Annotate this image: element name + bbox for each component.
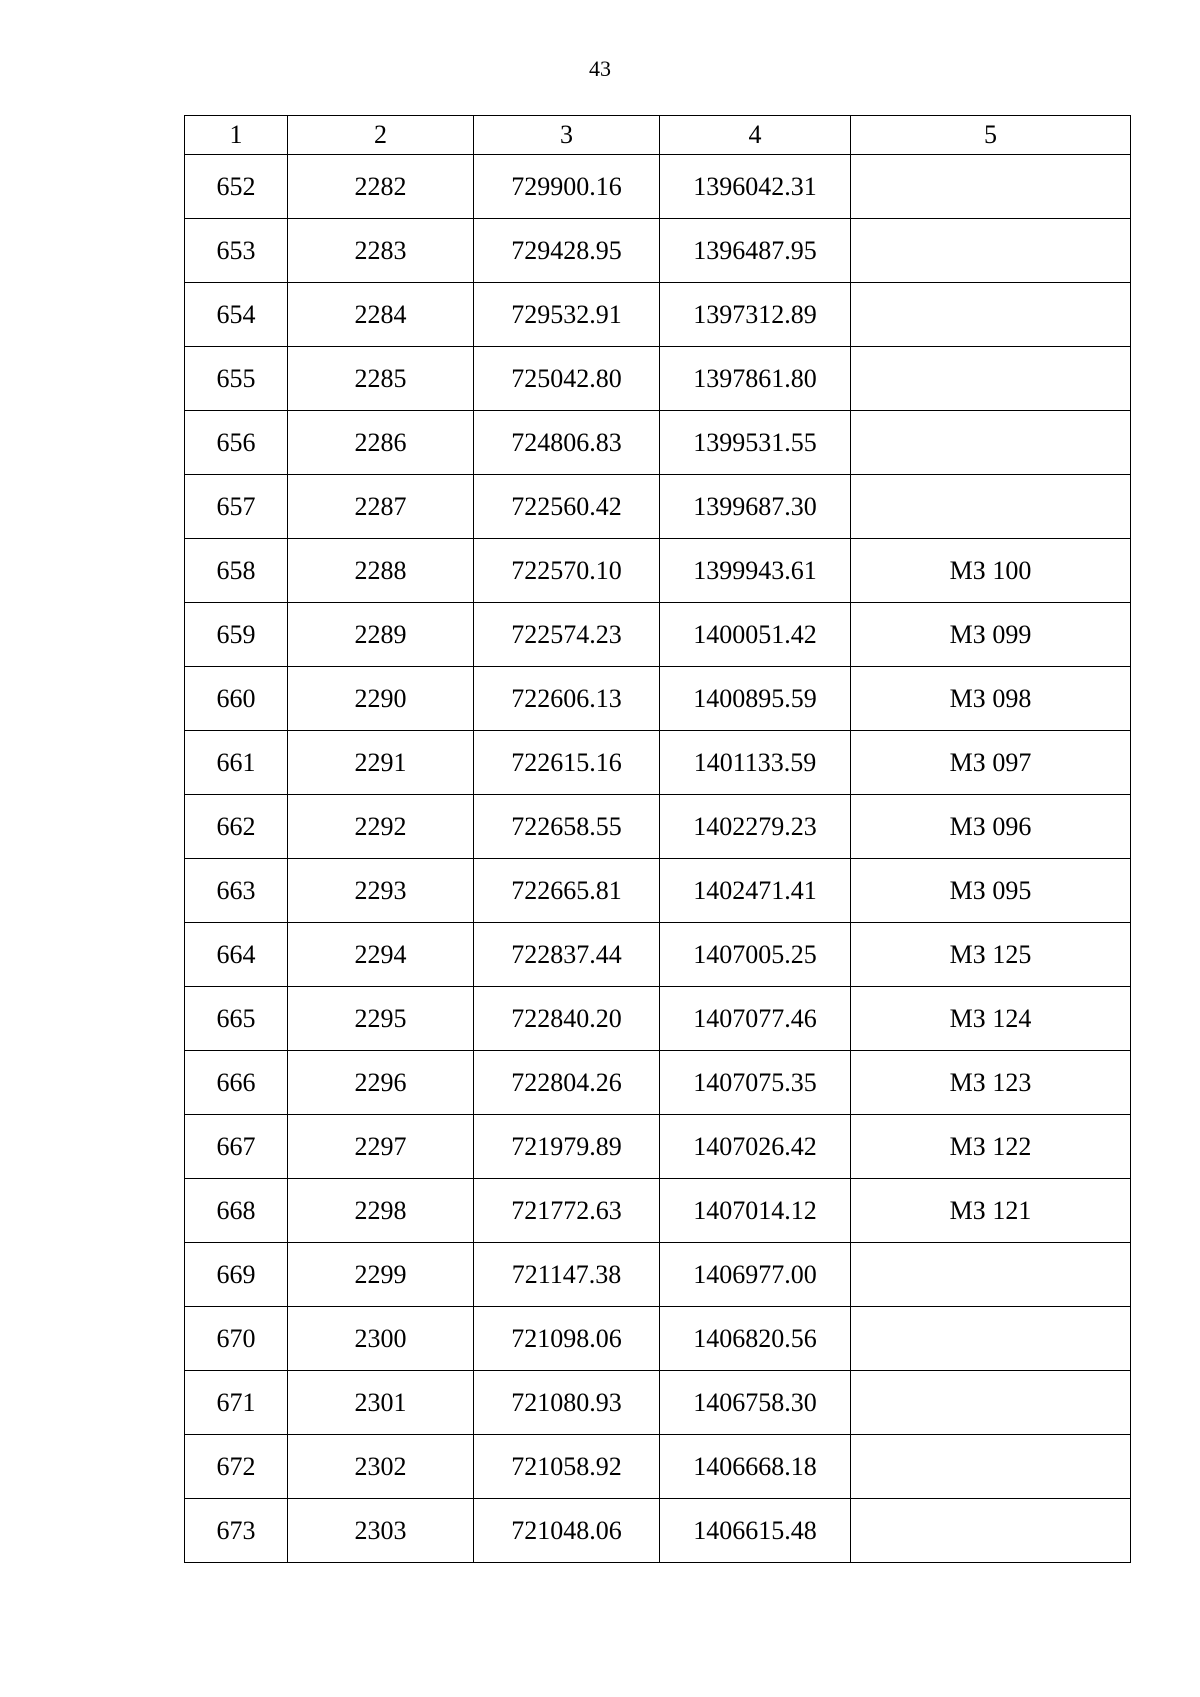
table-row [185, 539, 1131, 603]
table-row [185, 1499, 1131, 1563]
table-cell-col-5: МЗ 122 [851, 1115, 1131, 1179]
table-cell-col-2: 2285 [288, 347, 474, 411]
table-cell-col-1: 672 [185, 1435, 288, 1499]
table-cell-col-4: 1399943.61 [660, 539, 851, 603]
table-cell-col-5 [851, 155, 1131, 219]
table-cell-col-2: 2282 [288, 155, 474, 219]
table-cell-col-4: 1396487.95 [660, 219, 851, 283]
table-cell-col-4: 1396042.31 [660, 155, 851, 219]
table-cell-col-5: МЗ 097 [851, 731, 1131, 795]
table-cell-col-4: 1402279.23 [660, 795, 851, 859]
column-header-3: 3 [474, 116, 660, 155]
table-cell-col-5: МЗ 095 [851, 859, 1131, 923]
table-cell-col-4: 1399531.55 [660, 411, 851, 475]
table-cell-col-1: 654 [185, 283, 288, 347]
table-cell-col-5 [851, 283, 1131, 347]
table-row [185, 1371, 1131, 1435]
table-cell-col-3: 722615.16 [474, 731, 660, 795]
table-cell-col-1: 655 [185, 347, 288, 411]
table-cell-col-1: 661 [185, 731, 288, 795]
table-row [185, 1435, 1131, 1499]
table-row [185, 1243, 1131, 1307]
table-cell-col-4: 1399687.30 [660, 475, 851, 539]
table-cell-col-1: 657 [185, 475, 288, 539]
table-cell-col-3: 721080.93 [474, 1371, 660, 1435]
table-cell-col-2: 2290 [288, 667, 474, 731]
table-cell-col-2: 2295 [288, 987, 474, 1051]
table-row [185, 795, 1131, 859]
table-cell-col-5 [851, 1435, 1131, 1499]
table-header-row [185, 116, 1131, 155]
table-row [185, 859, 1131, 923]
table-cell-col-1: 653 [185, 219, 288, 283]
table-cell-col-2: 2296 [288, 1051, 474, 1115]
table-cell-col-3: 722804.26 [474, 1051, 660, 1115]
table-cell-col-3: 722570.10 [474, 539, 660, 603]
table-cell-col-4: 1406820.56 [660, 1307, 851, 1371]
table-cell-col-4: 1407075.35 [660, 1051, 851, 1115]
column-header-5: 5 [851, 116, 1131, 155]
table-cell-col-1: 656 [185, 411, 288, 475]
table-cell-col-5 [851, 347, 1131, 411]
table-cell-col-4: 1407005.25 [660, 923, 851, 987]
table-cell-col-2: 2289 [288, 603, 474, 667]
table-row [185, 987, 1131, 1051]
table-cell-col-1: 659 [185, 603, 288, 667]
table-row [185, 923, 1131, 987]
table-cell-col-4: 1406977.00 [660, 1243, 851, 1307]
table-row [185, 411, 1131, 475]
table-cell-col-2: 2299 [288, 1243, 474, 1307]
table-cell-col-2: 2292 [288, 795, 474, 859]
table-cell-col-3: 729900.16 [474, 155, 660, 219]
table-cell-col-5 [851, 1243, 1131, 1307]
table-cell-col-1: 652 [185, 155, 288, 219]
table-row [185, 1051, 1131, 1115]
table-cell-col-3: 721058.92 [474, 1435, 660, 1499]
table-cell-col-3: 721098.06 [474, 1307, 660, 1371]
table-cell-col-5 [851, 475, 1131, 539]
table-cell-col-5: МЗ 096 [851, 795, 1131, 859]
table-cell-col-5 [851, 1307, 1131, 1371]
table-cell-col-3: 721048.06 [474, 1499, 660, 1563]
table-cell-col-1: 664 [185, 923, 288, 987]
table-cell-col-4: 1406615.48 [660, 1499, 851, 1563]
table-cell-col-3: 721772.63 [474, 1179, 660, 1243]
table-cell-col-2: 2283 [288, 219, 474, 283]
table-cell-col-2: 2301 [288, 1371, 474, 1435]
table-cell-col-1: 663 [185, 859, 288, 923]
table-cell-col-2: 2294 [288, 923, 474, 987]
table-cell-col-3: 729428.95 [474, 219, 660, 283]
table-cell-col-5: МЗ 123 [851, 1051, 1131, 1115]
table-cell-col-2: 2300 [288, 1307, 474, 1371]
table-cell-col-3: 725042.80 [474, 347, 660, 411]
coordinates-table [184, 115, 1131, 1563]
page-number: 43 [589, 56, 611, 81]
table-cell-col-1: 668 [185, 1179, 288, 1243]
table-cell-col-5: МЗ 125 [851, 923, 1131, 987]
table-cell-col-1: 666 [185, 1051, 288, 1115]
table-cell-col-4: 1407014.12 [660, 1179, 851, 1243]
table-cell-col-2: 2293 [288, 859, 474, 923]
table-cell-col-2: 2297 [288, 1115, 474, 1179]
table-cell-col-1: 667 [185, 1115, 288, 1179]
table-cell-col-4: 1407077.46 [660, 987, 851, 1051]
table-cell-col-2: 2298 [288, 1179, 474, 1243]
table-body [185, 155, 1131, 1563]
table-row [185, 1179, 1131, 1243]
table-cell-col-1: 660 [185, 667, 288, 731]
table-cell-col-1: 665 [185, 987, 288, 1051]
table-cell-col-1: 671 [185, 1371, 288, 1435]
table-cell-col-2: 2302 [288, 1435, 474, 1499]
table-cell-col-4: 1402471.41 [660, 859, 851, 923]
table-cell-col-5: МЗ 100 [851, 539, 1131, 603]
table-cell-col-5 [851, 219, 1131, 283]
table-cell-col-3: 721147.38 [474, 1243, 660, 1307]
column-header-4: 4 [660, 116, 851, 155]
table-cell-col-2: 2287 [288, 475, 474, 539]
table-row [185, 667, 1131, 731]
table-cell-col-5: МЗ 099 [851, 603, 1131, 667]
table-cell-col-5: МЗ 124 [851, 987, 1131, 1051]
table-row [185, 731, 1131, 795]
table-cell-col-3: 722837.44 [474, 923, 660, 987]
table-row [185, 155, 1131, 219]
table-cell-col-1: 670 [185, 1307, 288, 1371]
table-cell-col-3: 722606.13 [474, 667, 660, 731]
table-row [185, 1307, 1131, 1371]
table-cell-col-5: МЗ 098 [851, 667, 1131, 731]
table-cell-col-5 [851, 411, 1131, 475]
table-cell-col-1: 669 [185, 1243, 288, 1307]
table-cell-col-3: 722560.42 [474, 475, 660, 539]
table-cell-col-3: 729532.91 [474, 283, 660, 347]
column-header-2: 2 [288, 116, 474, 155]
table-row [185, 475, 1131, 539]
table-cell-col-4: 1397861.80 [660, 347, 851, 411]
table-cell-col-3: 722665.81 [474, 859, 660, 923]
table-row [185, 347, 1131, 411]
table-cell-col-3: 722658.55 [474, 795, 660, 859]
table-cell-col-4: 1407026.42 [660, 1115, 851, 1179]
table-cell-col-2: 2286 [288, 411, 474, 475]
table-cell-col-4: 1400051.42 [660, 603, 851, 667]
table-cell-col-2: 2303 [288, 1499, 474, 1563]
table-cell-col-5: МЗ 121 [851, 1179, 1131, 1243]
table-row [185, 1115, 1131, 1179]
table-cell-col-3: 722840.20 [474, 987, 660, 1051]
table-cell-col-4: 1400895.59 [660, 667, 851, 731]
table-cell-col-3: 722574.23 [474, 603, 660, 667]
table-cell-col-4: 1401133.59 [660, 731, 851, 795]
column-header-1: 1 [185, 116, 288, 155]
table-cell-col-2: 2291 [288, 731, 474, 795]
table-cell-col-2: 2288 [288, 539, 474, 603]
table-row [185, 283, 1131, 347]
table-row [185, 219, 1131, 283]
table-cell-col-1: 658 [185, 539, 288, 603]
table-cell-col-4: 1406758.30 [660, 1371, 851, 1435]
table-cell-col-1: 662 [185, 795, 288, 859]
table-cell-col-4: 1397312.89 [660, 283, 851, 347]
table-cell-col-5 [851, 1371, 1131, 1435]
table-cell-col-1: 673 [185, 1499, 288, 1563]
table-cell-col-3: 721979.89 [474, 1115, 660, 1179]
table-row [185, 603, 1131, 667]
table-cell-col-5 [851, 1499, 1131, 1563]
table-cell-col-4: 1406668.18 [660, 1435, 851, 1499]
table-cell-col-2: 2284 [288, 283, 474, 347]
table-cell-col-3: 724806.83 [474, 411, 660, 475]
